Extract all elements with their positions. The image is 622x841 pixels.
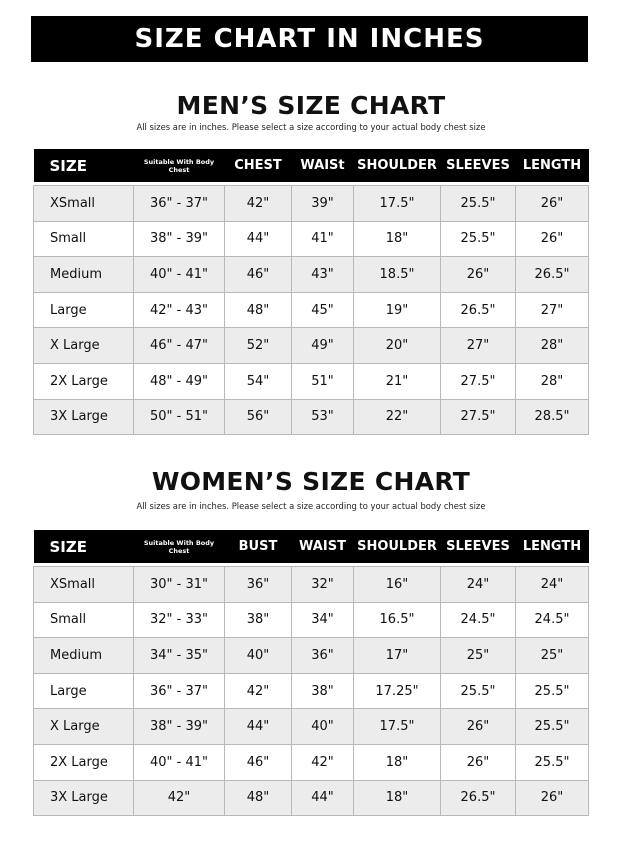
measurement-cell: 25.5" [441, 673, 516, 709]
measurement-cell: 32" - 33" [134, 602, 225, 638]
column-header-waist: WAIST [292, 530, 354, 563]
measurement-cell: 16.5" [354, 602, 441, 638]
measurement-cell: 34" - 35" [134, 638, 225, 674]
size-cell: 2X Large [34, 363, 134, 399]
measurement-cell: 44" [292, 780, 354, 816]
measurement-cell: 42" - 43" [134, 292, 225, 328]
banner-title: SIZE CHART IN INCHES [31, 16, 588, 62]
measurement-cell: 27" [441, 328, 516, 364]
table-row [34, 567, 589, 603]
measurement-cell: 27.5" [441, 399, 516, 435]
measurement-cell: 24.5" [516, 602, 589, 638]
measurement-cell: 46" - 47" [134, 328, 225, 364]
measurement-cell: 30" - 31" [134, 567, 225, 603]
measurement-cell: 26" [441, 257, 516, 293]
measurement-cell: 38" - 39" [134, 709, 225, 745]
size-cell: 3X Large [34, 399, 134, 435]
measurement-cell: 36" - 37" [134, 673, 225, 709]
measurement-cell: 25.5" [441, 221, 516, 257]
column-header-shoulder: SHOULDER [354, 530, 441, 563]
measurement-cell: 36" [292, 638, 354, 674]
column-header-size: SIZE [34, 149, 134, 182]
measurement-cell: 18.5" [354, 257, 441, 293]
measurement-cell: 26" [516, 780, 589, 816]
measurement-cell: 48" [225, 780, 292, 816]
men-chart-subtitle: All sizes are in inches. Please select a size according to your actual body chest size [136, 122, 486, 132]
measurement-cell: 26.5" [441, 780, 516, 816]
measurement-cell: 38" [292, 673, 354, 709]
measurement-cell: 46" [225, 744, 292, 780]
size-cell: X Large [34, 709, 134, 745]
measurement-cell: 38" [225, 602, 292, 638]
women-table-header [34, 530, 589, 563]
measurement-cell: 48" - 49" [134, 363, 225, 399]
measurement-cell: 26" [441, 709, 516, 745]
size-cell: Medium [34, 257, 134, 293]
measurement-cell: 25" [516, 638, 589, 674]
measurement-cell: 40" [292, 709, 354, 745]
measurement-cell: 42" [225, 673, 292, 709]
measurement-cell: 40" - 41" [134, 257, 225, 293]
size-cell: Small [34, 221, 134, 257]
column-header-chest: CHEST [225, 149, 292, 182]
measurement-cell: 27" [516, 292, 589, 328]
column-header-bust: BUST [225, 530, 292, 563]
measurement-cell: 25.5" [441, 186, 516, 222]
size-cell: 3X Large [34, 780, 134, 816]
measurement-cell: 19" [354, 292, 441, 328]
table-row [34, 638, 589, 674]
measurement-cell: 28" [516, 363, 589, 399]
measurement-cell: 22" [354, 399, 441, 435]
size-cell: Large [34, 292, 134, 328]
measurement-cell: 26" [516, 221, 589, 257]
measurement-cell: 56" [225, 399, 292, 435]
size-cell: 2X Large [34, 744, 134, 780]
measurement-cell: 46" [225, 257, 292, 293]
measurement-cell: 38" - 39" [134, 221, 225, 257]
table-row [34, 780, 589, 816]
table-row [34, 744, 589, 780]
measurement-cell: 42" [292, 744, 354, 780]
measurement-cell: 42" [134, 780, 225, 816]
table-row [34, 328, 589, 364]
measurement-cell: 25.5" [516, 744, 589, 780]
measurement-cell: 21" [354, 363, 441, 399]
measurement-cell: 36" - 37" [134, 186, 225, 222]
size-cell: XSmall [34, 567, 134, 603]
measurement-cell: 26.5" [441, 292, 516, 328]
measurement-cell: 34" [292, 602, 354, 638]
measurement-cell: 25.5" [516, 673, 589, 709]
measurement-cell: 25" [441, 638, 516, 674]
measurement-cell: 20" [354, 328, 441, 364]
column-header-shoulder: SHOULDER [354, 149, 441, 182]
women-chart-subtitle: All sizes are in inches. Please select a size according to your actual body chest size [136, 501, 486, 511]
measurement-cell: 51" [292, 363, 354, 399]
measurement-cell: 40" [225, 638, 292, 674]
measurement-cell: 26" [441, 744, 516, 780]
measurement-cell: 54" [225, 363, 292, 399]
table-row [34, 186, 589, 222]
measurement-cell: 44" [225, 709, 292, 745]
measurement-cell: 48" [225, 292, 292, 328]
measurement-cell: 26.5" [516, 257, 589, 293]
measurement-cell: 44" [225, 221, 292, 257]
size-cell: X Large [34, 328, 134, 364]
measurement-cell: 25.5" [516, 709, 589, 745]
measurement-cell: 17.5" [354, 709, 441, 745]
men-size-table [33, 149, 589, 435]
column-header-body-chest: Suitable With Body Chest [134, 530, 225, 563]
men-chart-title: MEN’S SIZE CHART [176, 91, 446, 120]
measurement-cell: 40" - 41" [134, 744, 225, 780]
column-header-waist: WAISt [292, 149, 354, 182]
measurement-cell: 49" [292, 328, 354, 364]
measurement-cell: 50" - 51" [134, 399, 225, 435]
size-cell: Medium [34, 638, 134, 674]
column-header-sleeves: SLEEVES [441, 149, 516, 182]
column-header-sleeves: SLEEVES [441, 530, 516, 563]
women-chart-title: WOMEN’S SIZE CHART [151, 467, 471, 496]
table-row [34, 221, 589, 257]
column-header-length: LENGTH [516, 530, 589, 563]
measurement-cell: 17.5" [354, 186, 441, 222]
measurement-cell: 24" [516, 567, 589, 603]
measurement-cell: 27.5" [441, 363, 516, 399]
measurement-cell: 42" [225, 186, 292, 222]
measurement-cell: 43" [292, 257, 354, 293]
men-table-header [34, 149, 589, 182]
table-row [34, 363, 589, 399]
column-header-length: LENGTH [516, 149, 589, 182]
measurement-cell: 53" [292, 399, 354, 435]
measurement-cell: 28" [516, 328, 589, 364]
measurement-cell: 41" [292, 221, 354, 257]
measurement-cell: 39" [292, 186, 354, 222]
column-header-body-chest: Suitable With Body Chest [134, 149, 225, 182]
measurement-cell: 36" [225, 567, 292, 603]
measurement-cell: 24.5" [441, 602, 516, 638]
measurement-cell: 45" [292, 292, 354, 328]
measurement-cell: 28.5" [516, 399, 589, 435]
size-cell: Small [34, 602, 134, 638]
measurement-cell: 18" [354, 744, 441, 780]
measurement-cell: 18" [354, 780, 441, 816]
table-row [34, 602, 589, 638]
measurement-cell: 18" [354, 221, 441, 257]
measurement-cell: 24" [441, 567, 516, 603]
table-row [34, 709, 589, 745]
table-row [34, 292, 589, 328]
column-header-size: SIZE [34, 530, 134, 563]
size-cell: XSmall [34, 186, 134, 222]
measurement-cell: 17" [354, 638, 441, 674]
measurement-cell: 32" [292, 567, 354, 603]
measurement-cell: 16" [354, 567, 441, 603]
measurement-cell: 17.25" [354, 673, 441, 709]
size-cell: Large [34, 673, 134, 709]
measurement-cell: 26" [516, 186, 589, 222]
table-row [34, 399, 589, 435]
measurement-cell: 52" [225, 328, 292, 364]
table-row [34, 257, 589, 293]
women-size-table [33, 530, 589, 816]
table-row [34, 673, 589, 709]
